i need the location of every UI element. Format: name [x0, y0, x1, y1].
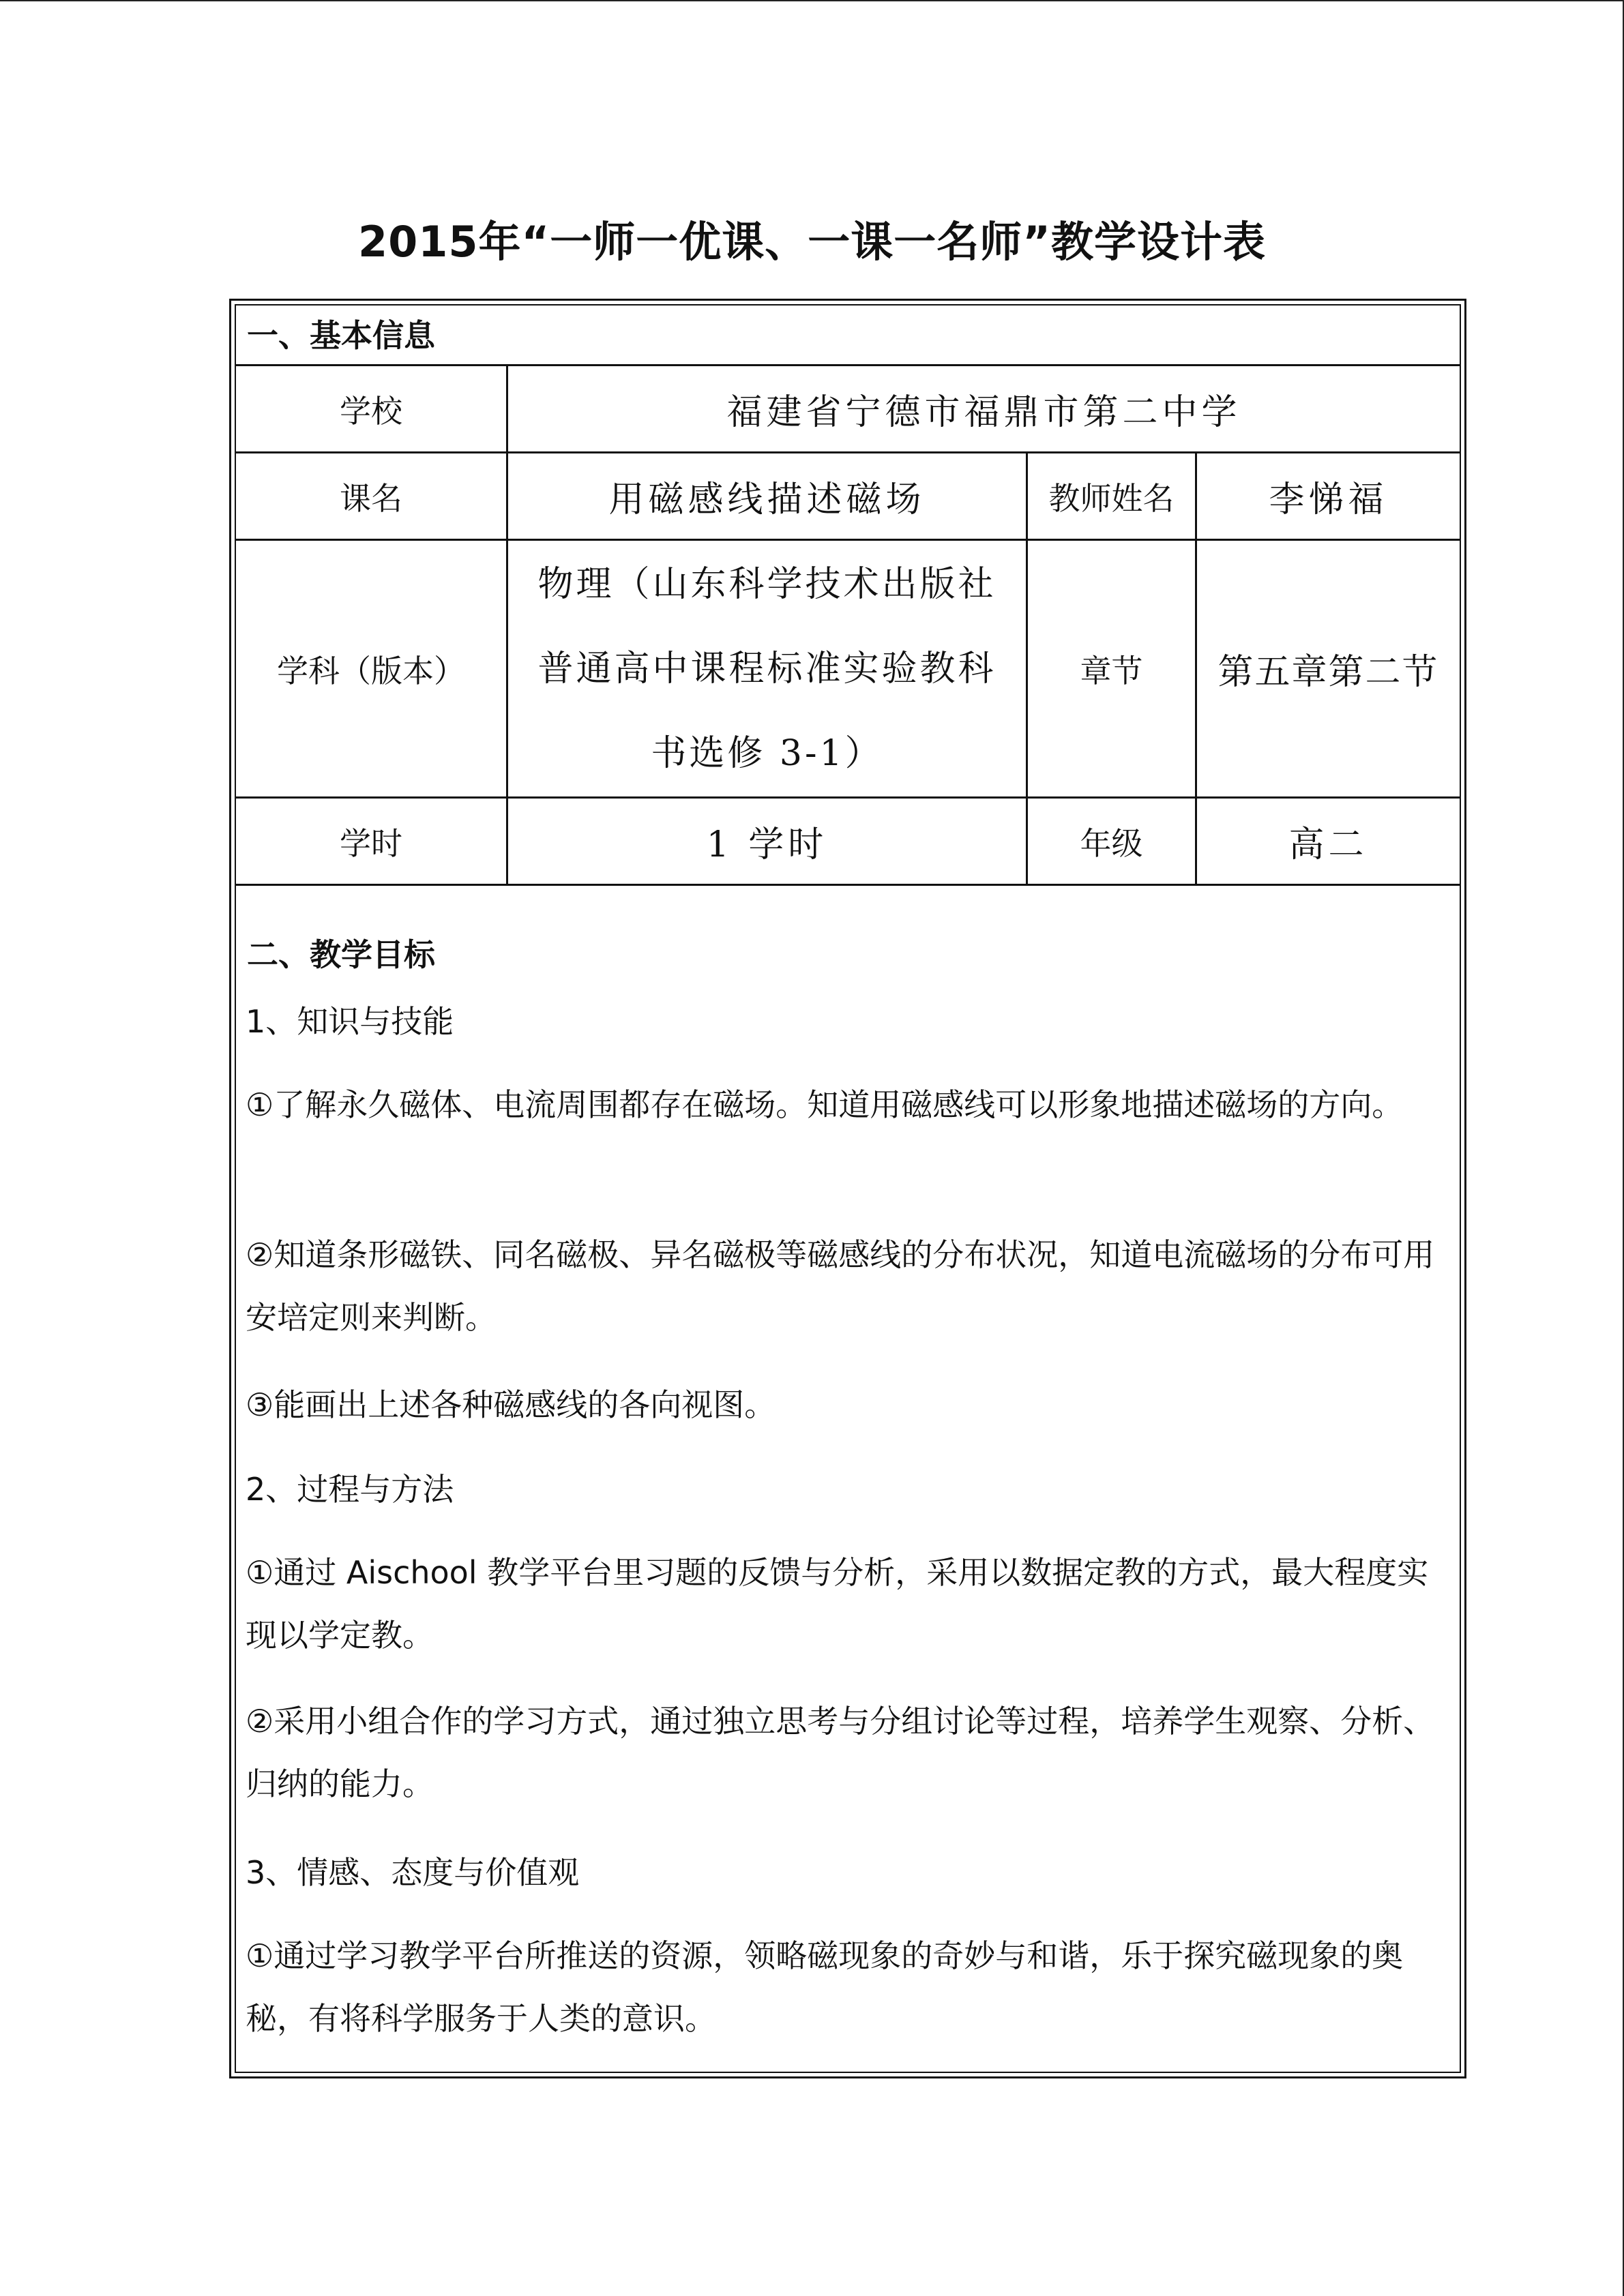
- objective-paragraph: ②采用小组合作的学习方式，通过独立思考与分组讨论等过程，培养学生观察、分析、归纳的能力。: [246, 1703, 1435, 1802]
- teacher-label: 教师姓名: [1048, 479, 1175, 517]
- subject-label: 学科（版本）: [277, 652, 465, 689]
- subject-value-line: 普通高中课程标准实验教科: [537, 648, 996, 689]
- teacher-value: 李悌福: [1269, 479, 1388, 520]
- hours-label: 学时: [340, 824, 402, 862]
- grade-label: 年级: [1080, 824, 1143, 862]
- objective-subheading-knowledge: 1、知识与技能: [246, 1003, 454, 1040]
- section-heading-objectives: 二、教学目标: [247, 936, 435, 973]
- grade-value: 高二: [1288, 824, 1368, 865]
- school-label: 学校: [340, 392, 402, 430]
- subject-value-line: 物理（山东科学技术出版社: [537, 563, 996, 605]
- objective-paragraph: ②知道条形磁铁、同名磁极、异名磁极等磁感线的分布状况，知道电流磁场的分布可用安培定则来判断。: [246, 1236, 1435, 1336]
- chapter-value: 第五章第二节: [1217, 652, 1439, 693]
- course-value: 用磁感线描述磁场: [608, 479, 926, 520]
- objective-subheading-process: 2、过程与方法: [246, 1471, 454, 1508]
- objective-paragraph: ③能画出上述各种磁感线的各向视图。: [246, 1386, 776, 1423]
- document-title: 2015年“一师一优课、一课一名师”教学设计表: [357, 217, 1267, 267]
- subject-value-line: 书选修 3-1）: [651, 732, 883, 774]
- section-heading-basic-info: 一、基本信息: [247, 317, 435, 354]
- objective-paragraph: ①通过 Aischool 教学平台里习题的反馈与分析，采用以数据定教的方式，最大程度实现以学定教。: [246, 1554, 1429, 1654]
- course-label: 课名: [340, 479, 402, 517]
- hours-value: 1 学时: [706, 824, 828, 865]
- subject-value: [508, 541, 1026, 796]
- objective-paragraph: ①通过学习教学平台所推送的资源，领略磁现象的奇妙与和谐，乐于探究磁现象的奥秘，有将科学服务于人类的意识。: [246, 1937, 1404, 2037]
- objective-subheading-values: 3、情感、态度与价值观: [246, 1854, 580, 1891]
- objective-paragraph: ①了解永久磁体、电流周围都存在磁场。知道用磁感线可以形象地描述磁场的方向。: [246, 1086, 1404, 1123]
- page-top-border: [0, 0, 1624, 1]
- row-divider: [235, 884, 1461, 886]
- school-value: 福建省宁德市福鼎市第二中学: [726, 392, 1241, 433]
- chapter-label: 章节: [1080, 652, 1143, 689]
